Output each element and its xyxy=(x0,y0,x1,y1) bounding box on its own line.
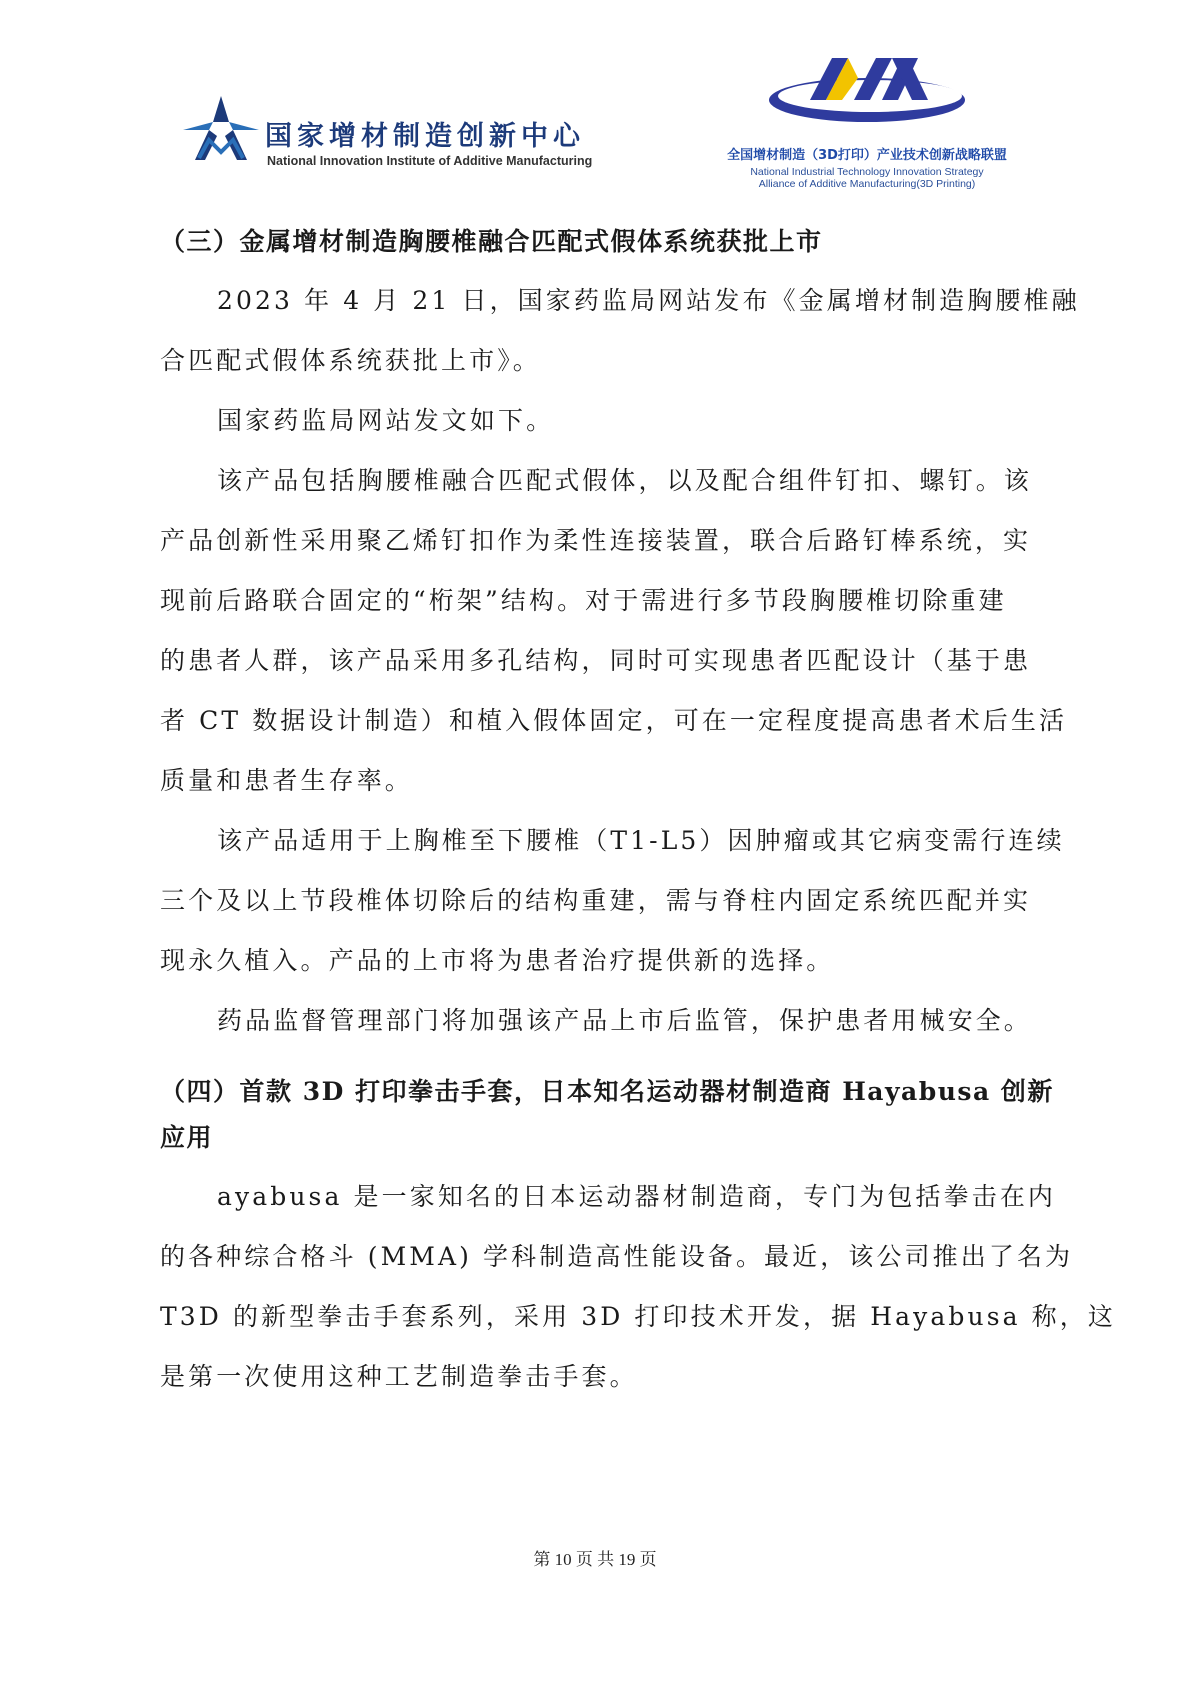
paragraph-line: 是第一次使用这种工艺制造拳击手套。 xyxy=(160,1362,638,1391)
paragraph-line: 国家药监局网站发文如下。 xyxy=(217,406,555,435)
paragraph-line: 的各种综合格斗 (MMA) 学科制造高性能设备。最近，该公司推出了名为 xyxy=(160,1242,1074,1271)
section-4-heading: （四）首款 3D 打印拳击手套，日本知名运动器材制造商 Hayabusa 创新 xyxy=(160,1077,1054,1106)
nia-emblem-icon xyxy=(183,96,259,162)
page-header xyxy=(0,0,1190,200)
paragraph-line: 现永久植入。产品的上市将为患者治疗提供新的选择。 xyxy=(160,946,835,975)
paragraph-line: 2023 年 4 月 21 日，国家药监局网站发布《金属增材制造胸腰椎融 xyxy=(217,286,1080,315)
nia-logo xyxy=(183,96,613,176)
nia-name-cn: 国家增材制造创新中心 xyxy=(265,121,585,152)
alliance-name-en-line1: National Industrial Technology Innovation Strategy xyxy=(750,166,984,178)
paragraph-line: 合匹配式假体系统获批上市》。 xyxy=(160,346,541,375)
alliance-logo xyxy=(712,56,1022,196)
paragraph-line: 该产品包括胸腰椎融合匹配式假体，以及配合组件钉扣、螺钉。该 xyxy=(217,466,1032,495)
paragraph-line: T3D 的新型拳击手套系列，采用 3D 打印技术开发，据 Hayabusa 称，这 xyxy=(160,1302,1116,1331)
paragraph-line: 药品监督管理部门将加强该产品上市后监管，保护患者用械安全。 xyxy=(217,1006,1032,1035)
paragraph-line: 现前后路联合固定的“桁架”结构。对于需进行多节段胸腰椎切除重建 xyxy=(160,586,1007,615)
alliance-name-en-line2: Alliance of Additive Manufacturing(3D Printing) xyxy=(758,178,976,190)
page-number: 第 10 页 共 19 页 xyxy=(533,1550,657,1569)
paragraph-line: ayabusa 是一家知名的日本运动器材制造商，专门为包括拳击在内 xyxy=(217,1182,1057,1211)
paragraph-line: 质量和患者生存率。 xyxy=(160,766,413,795)
paragraph-line: 三个及以上节段椎体切除后的结构重建，需与脊柱内固定系统匹配并实 xyxy=(160,886,1032,915)
section-3-heading: （三）金属增材制造胸腰椎融合匹配式假体系统获批上市 xyxy=(160,227,823,256)
nia-name-en: National Innovation Institute of Additive Manufacturing xyxy=(267,154,593,168)
alliance-name-cn: 全国增材制造（3D打印）产业技术创新战略联盟 xyxy=(727,148,1007,163)
section-4-heading-cont: 应用 xyxy=(160,1123,214,1152)
alliance-emblem-icon xyxy=(762,56,972,136)
paragraph-line: 该产品适用于上胸椎至下腰椎（T1-L5）因肿瘤或其它病变需行连续 xyxy=(217,826,1065,855)
paragraph-line: 者 CT 数据设计制造）和植入假体固定，可在一定程度提高患者术后生活 xyxy=(160,706,1068,735)
paragraph-line: 的患者人群，该产品采用多孔结构，同时可实现患者匹配设计（基于患 xyxy=(160,646,1032,675)
paragraph-line: 产品创新性采用聚乙烯钉扣作为柔性连接装置，联合后路钉棒系统，实 xyxy=(160,526,1032,555)
